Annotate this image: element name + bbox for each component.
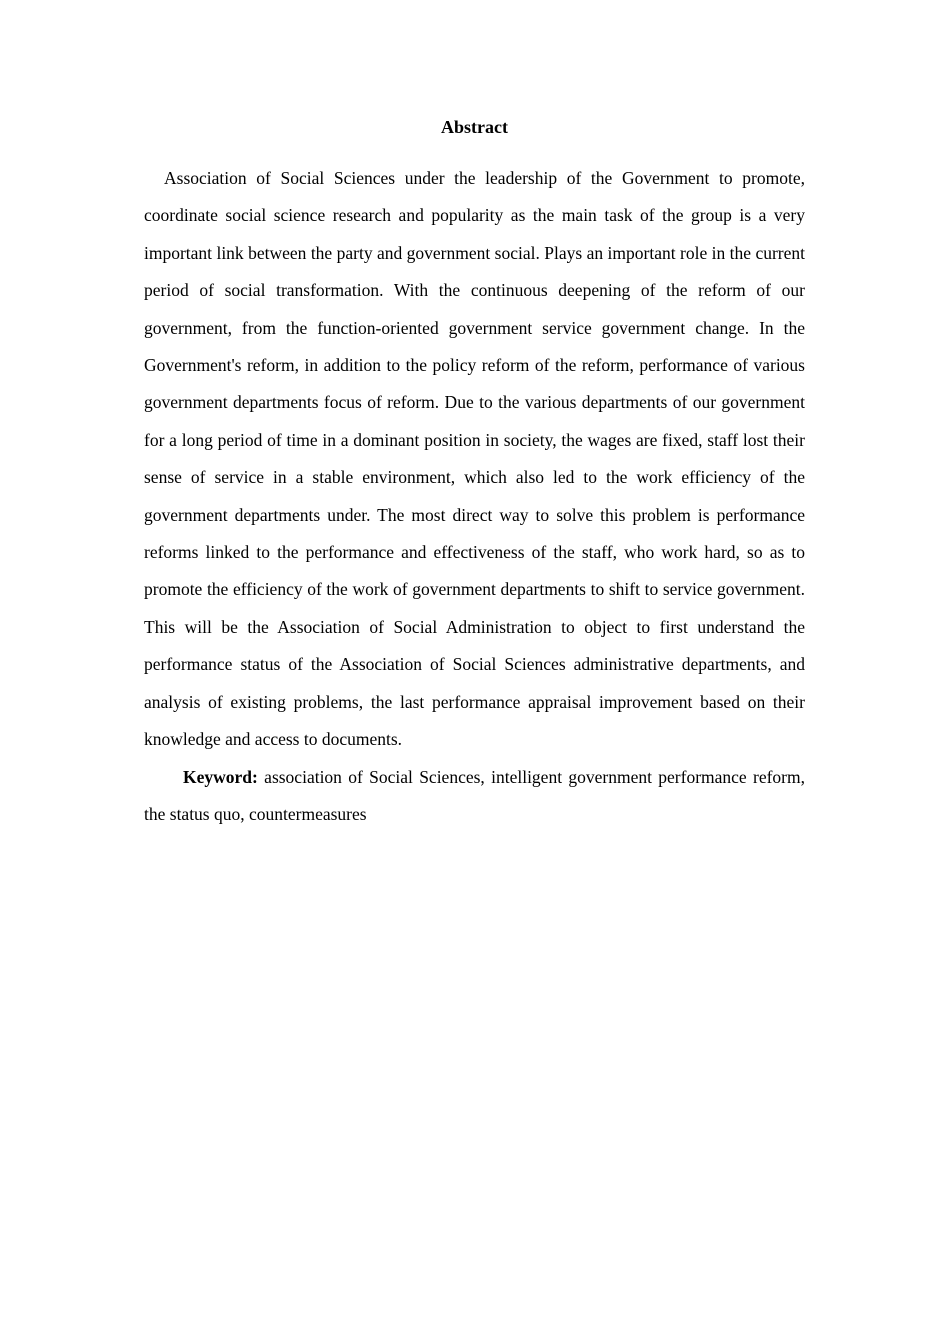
- abstract-section: [144, 115, 805, 833]
- keywords-label: Keyword:: [183, 766, 258, 787]
- keywords-text: association of Social Sciences, intelligent government performance reform, the status quo, countermeasures: [144, 766, 805, 824]
- abstract-paragraph: Association of Social Sciences under the leadership of the Government to promote, coordinate social science research and popularity as the main task of the group is a very important link between the party and government social. Plays an important role in the current period of social transformation. With the continuous deepening of the reform of our government, from the function-oriented government service government change. In the Government's reform, in addition to the policy reform of the reform, performance of various government departments focus of reform. Due to the various departments of our government for a long period of time in a dominant position in society, the wages are fixed, staff lost their sense of service in a stable environment, which also led to the work efficiency of the government departments under. The most direct way to solve this problem is performance reforms linked to the performance and effectiveness of the staff, who work hard, so as to promote the efficiency of the work of government departments to shift to service government. This will be the Association of Social Administration to object to first understand the performance status of the Association of Social Sciences administrative departments, and analysis of existing problems, the last performance appraisal improvement based on their knowledge and access to documents.: [144, 168, 805, 750]
- keywords-line: [144, 759, 805, 834]
- abstract-title: Abstract: [441, 117, 508, 137]
